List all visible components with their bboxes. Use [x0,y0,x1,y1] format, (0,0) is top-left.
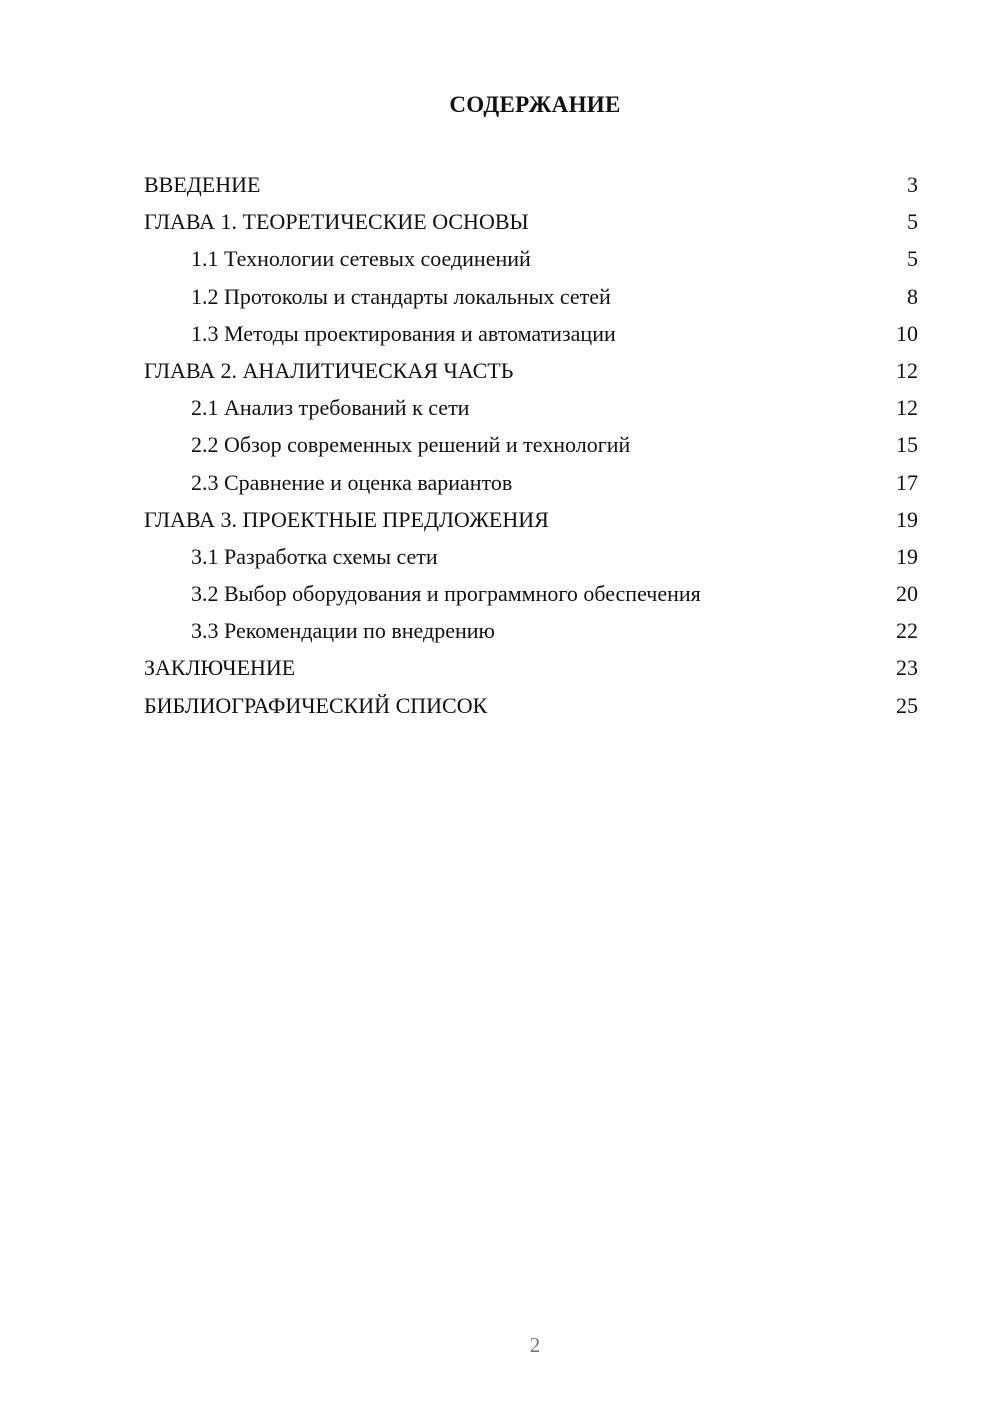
toc-entry-page: 3 [907,172,918,197]
toc-entry-page: 10 [896,320,918,346]
toc-entry-label: 3.2 Выбор оборудования и программного обеспечения [191,581,701,607]
toc-entry-section-2-1 [144,389,918,426]
toc-entry-page: 25 [896,692,918,718]
toc-entry-chapter-1 [144,203,918,240]
toc-entry-label: 2.3 Сравнение и оценка вариантов [191,469,513,495]
toc-entry-page: 8 [907,283,918,309]
toc-entry-page: 12 [896,357,918,383]
toc-entry-section-3-2 [144,575,918,612]
page-title: СОДЕРЖАНИЕ [449,92,621,117]
toc-entry-section-3-1 [144,538,918,575]
toc-entry-introduction [144,166,918,203]
toc-entry-label: ВВЕДЕНИЕ [144,172,261,197]
toc-entry-page: 5 [907,246,918,272]
toc-entry-label: 3.3 Рекомендации по внедрению [191,618,495,644]
toc-entry-label: БИБЛИОГРАФИЧЕСКИЙ СПИСОК [144,692,488,718]
toc-entry-section-1-2 [144,278,918,315]
toc-entry-label: ЗАКЛЮЧЕНИЕ [144,655,296,681]
toc-entry-chapter-3 [144,501,918,538]
toc-entry-section-3-3 [144,612,918,649]
toc-entry-conclusion [144,649,918,686]
toc-entry-label: 1.1 Технологии сетевых соединений [191,246,531,272]
toc-entry-label: ГЛАВА 3. ПРОЕКТНЫЕ ПРЕДЛОЖЕНИЯ [144,506,549,532]
toc-entry-page: 19 [896,543,918,569]
toc-entry-label: 1.2 Протоколы и стандарты локальных сетей [191,283,611,309]
toc-entry-page: 20 [896,581,918,607]
toc-entry-page: 15 [896,432,918,458]
toc-entry-page: 19 [896,506,918,532]
toc-entry-section-1-3 [144,315,918,352]
toc-entry-section-2-3 [144,464,918,501]
toc-entry-chapter-2 [144,352,918,389]
toc-entry-label: 3.1 Разработка схемы сети [191,543,438,569]
toc-entry-label: 1.3 Методы проектирования и автоматизации [191,320,616,346]
toc-entry-section-2-2 [144,426,918,463]
toc-entry-label: 2.2 Обзор современных решений и технологий [191,432,631,458]
toc-entry-label: 2.1 Анализ требований к сети [191,395,470,421]
toc-entry-bibliography [144,687,918,724]
toc-entry-page: 12 [896,395,918,421]
toc-entry-page: 17 [896,469,918,495]
toc-entry-page: 23 [896,655,918,681]
toc-entry-section-1-1 [144,240,918,277]
page-number: 2 [529,1333,541,1357]
table-of-contents [144,166,918,724]
toc-entry-label: ГЛАВА 1. ТЕОРЕТИЧЕСКИЕ ОСНОВЫ [144,209,529,235]
toc-entry-label: ГЛАВА 2. АНАЛИТИЧЕСКАЯ ЧАСТЬ [144,357,514,383]
toc-entry-page: 22 [896,618,918,644]
toc-entry-page: 5 [907,209,918,235]
